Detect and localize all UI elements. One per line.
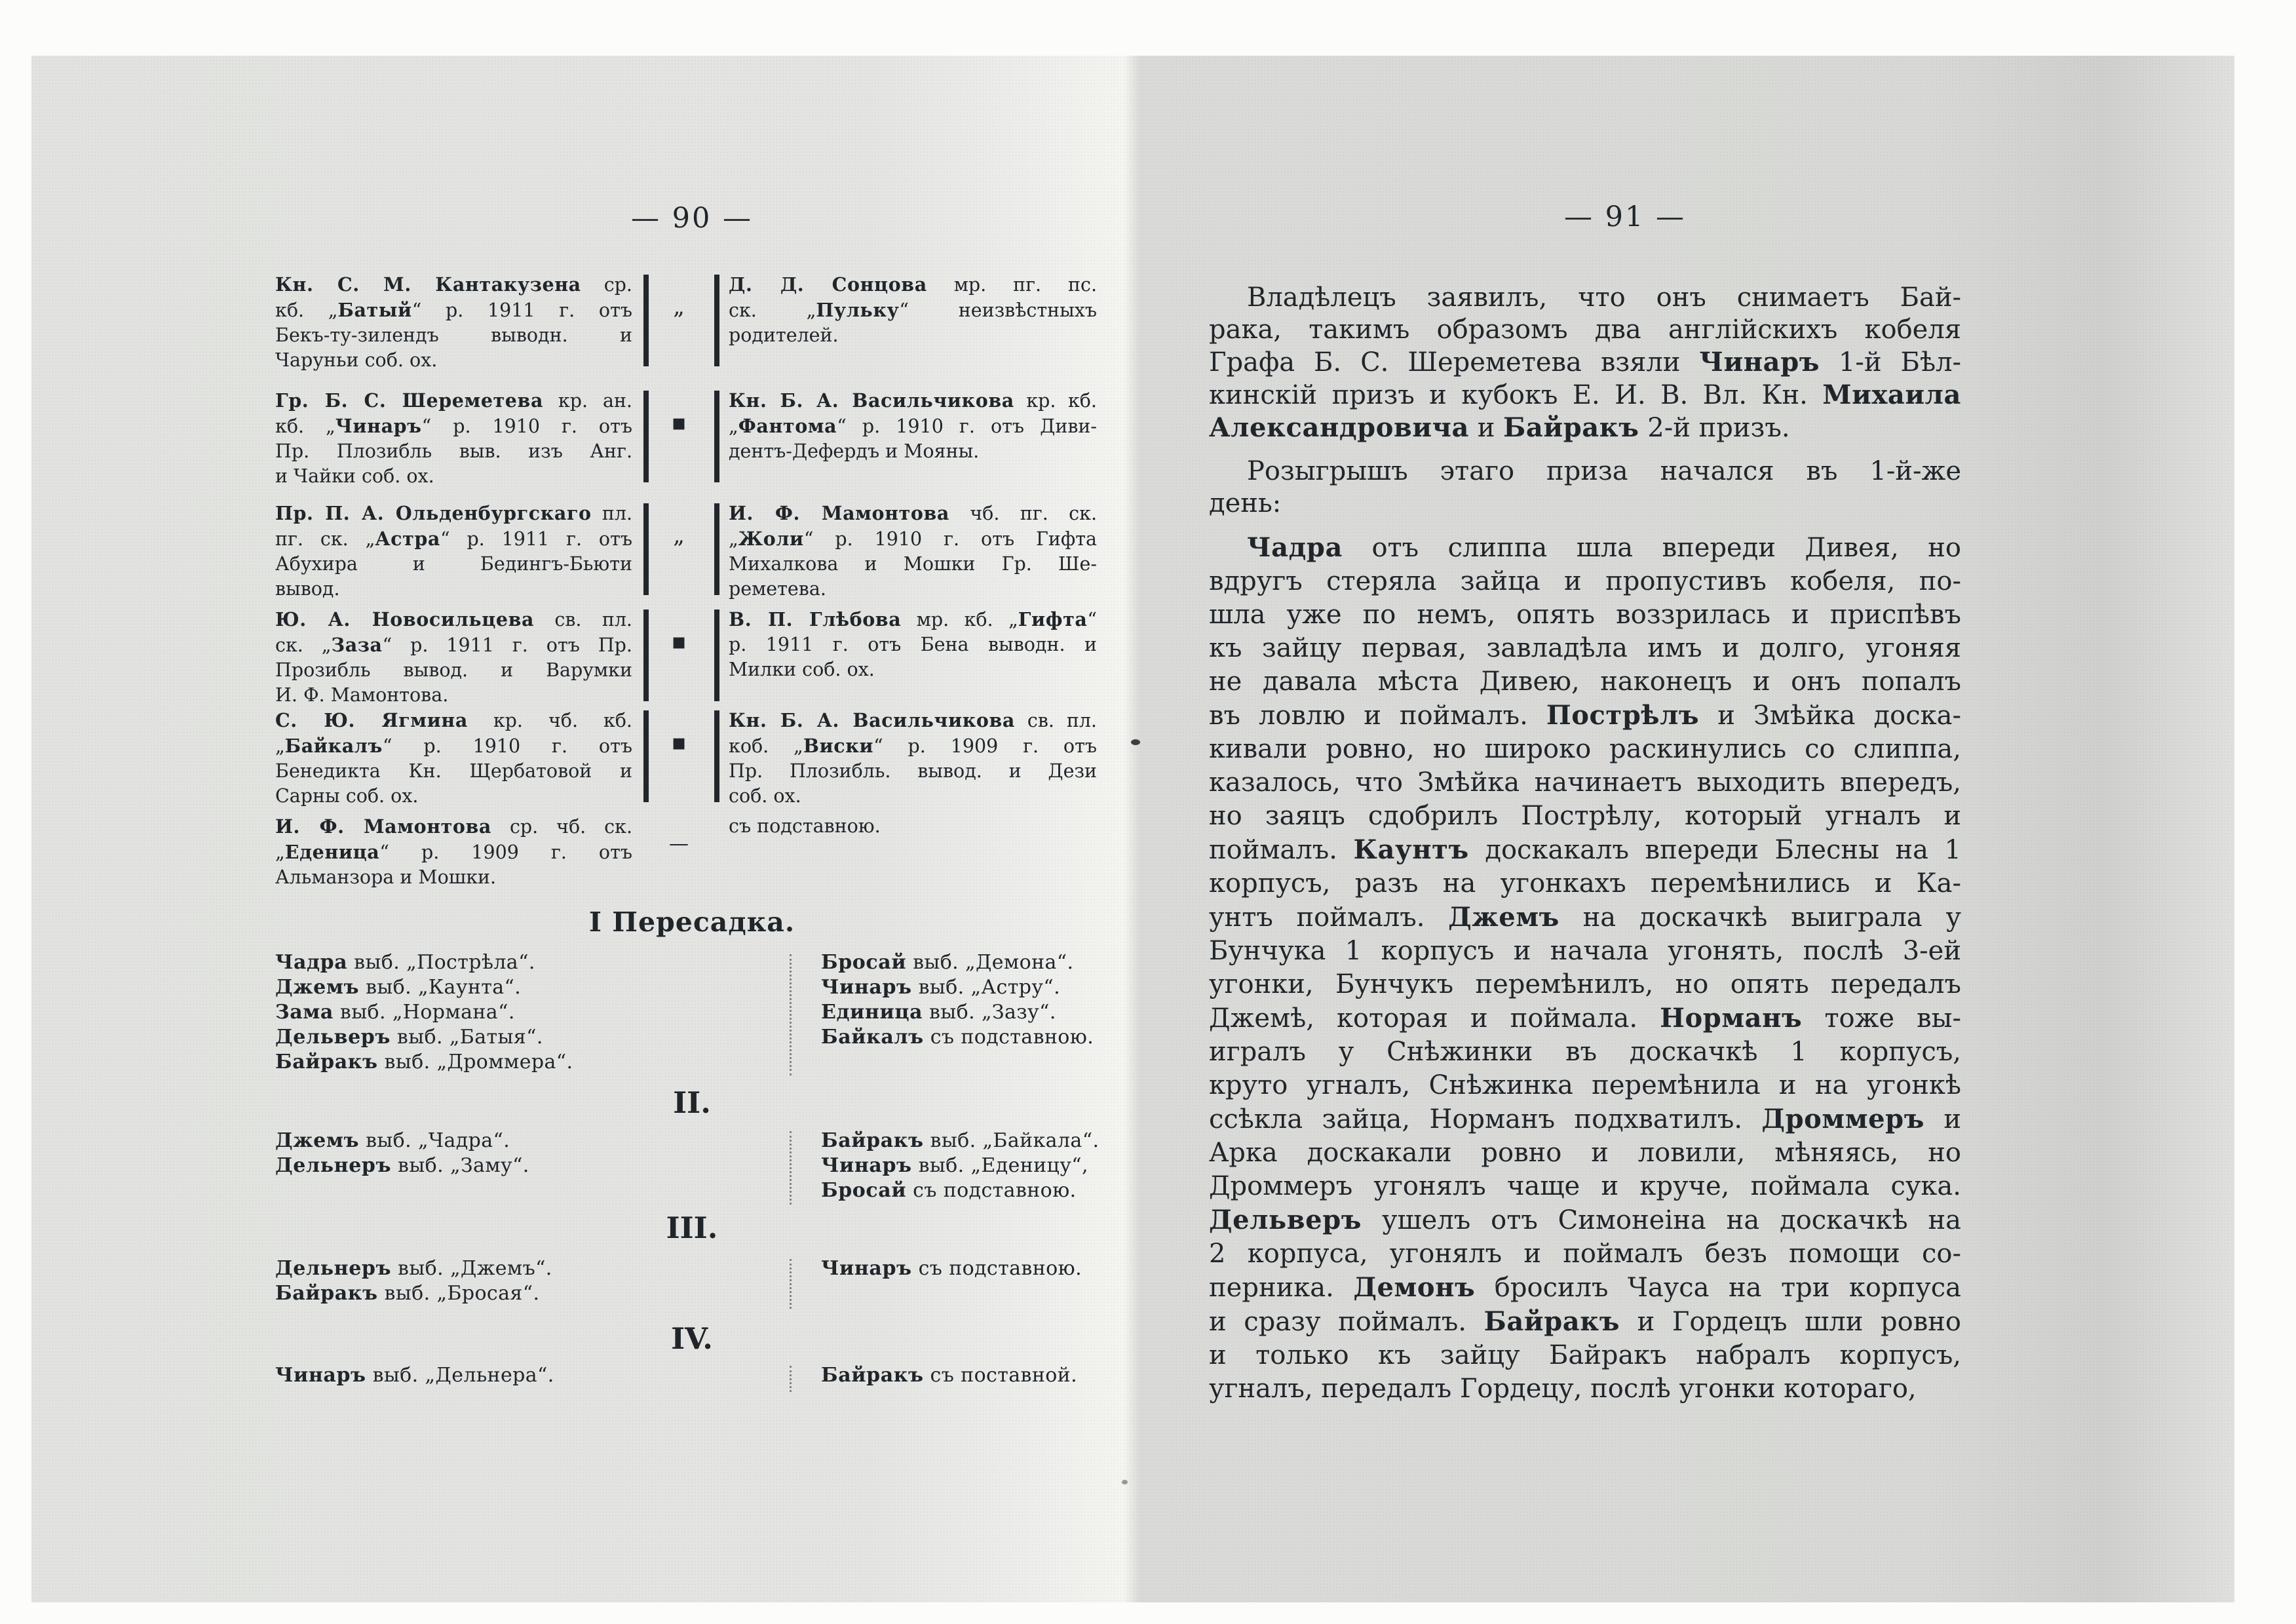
section-heading-3: III. — [666, 1210, 718, 1245]
list-divider — [790, 954, 792, 1075]
text-line: 2 корпуса, угонялъ и поймалъ безъ помощи со- — [1209, 1239, 1961, 1269]
pedigree-row — [275, 272, 1109, 372]
text-line: В. П. Глѣбова мр. кб. „Гифта“ — [729, 608, 1097, 630]
pairing-list-right — [821, 1363, 1188, 1388]
text-line: Бунчука 1 корпусъ и начала угонять, послѣ 3-ей — [1209, 936, 1961, 966]
pedigree-cell-right — [729, 501, 1097, 602]
text-line: коб. „Виски“ р. 1909 г. отъ — [729, 735, 1097, 757]
text-line: Кн. Б. А. Васильчикова св. пл. — [729, 709, 1097, 731]
column-rule — [714, 275, 719, 366]
pairing-list-left — [275, 1256, 642, 1306]
text-line: Бросай выб. „Демона“. — [821, 951, 1074, 974]
text-line: Милки соб. ох. — [729, 659, 875, 680]
column-rule — [643, 275, 649, 366]
text-line: Единица выб. „Зазу“. — [821, 1001, 1056, 1024]
text-line: угонки, Бунчукъ перемѣнилъ, но опять передалъ — [1209, 969, 1961, 999]
text-line: Джемѣ, которая и поймала. Норманъ тоже вы- — [1209, 1003, 1961, 1034]
pairing-list-left — [275, 1129, 642, 1178]
pedigree-row — [275, 388, 1109, 488]
report-paragraph — [1209, 531, 1961, 1406]
text-line: Бросай съ подставною. — [821, 1179, 1077, 1202]
text-line: Дельнеръ выб. „Джемъ“. — [275, 1257, 552, 1280]
text-line: дентъ-Дефердъ и Мояны. — [729, 440, 980, 462]
text-line: круто угналъ, Снѣжинка перемѣнила и на угонкѣ — [1209, 1070, 1961, 1100]
text-line: и только къ зайцу Байракъ набралъ корпусъ, — [1209, 1340, 1961, 1370]
text-line: „Еденица“ р. 1909 г. отъ — [275, 841, 632, 863]
text-line: игралъ у Снѣжинки въ доскачкѣ 1 корпусъ, — [1209, 1037, 1961, 1067]
text-line: И. Ф. Мамонтова. — [275, 684, 449, 706]
text-line: С. Ю. Ягмина кр. чб. кб. — [275, 709, 632, 731]
ditto-marker: ▪ — [671, 410, 687, 436]
text-line: рака, такимъ образомъ два англійскихъ кобеля — [1209, 315, 1961, 345]
text-line: И. Ф. Мамонтова чб. пг. ск. — [729, 502, 1098, 524]
text-line: Пр. П. А. Ольденбургскаго пл. — [275, 502, 632, 524]
text-line: „Фантома“ р. 1910 г. отъ Диви- — [729, 415, 1097, 437]
pedigree-cell-left — [275, 814, 632, 890]
pedigree-row — [275, 501, 1109, 600]
text-line: вывод. — [275, 578, 340, 600]
page-number-90: — 90 — — [630, 202, 754, 235]
section-heading-peresadka-1: I Пересадка. — [588, 906, 795, 938]
text-line: Зама выб. „Нормана“. — [275, 1001, 515, 1024]
text-line: Кн. С. М. Кантакузена ср. — [275, 273, 632, 296]
pairing-list-left — [275, 950, 642, 1075]
text-line: Байкалъ съ подставною. — [821, 1026, 1094, 1049]
pedigree-row — [275, 814, 1109, 889]
text-line: Графа Б. С. Шереметева взяли Чинаръ 1-й Бѣл- — [1209, 347, 1961, 377]
list-divider — [790, 1259, 792, 1309]
text-line: Владѣлецъ заявилъ, что онъ снимаетъ Бай- — [1247, 282, 1961, 313]
text-line: Дельнеръ выб. „Заму“. — [275, 1154, 529, 1177]
text-line: Джемъ выб. „Каунта“. — [275, 976, 522, 999]
report-paragraph — [1209, 455, 1961, 520]
column-rule — [643, 710, 649, 802]
text-line: Пр. Плозибль. вывод. и Дези — [729, 760, 1097, 782]
text-line: Прозибль вывод. и Варумки — [275, 659, 632, 681]
text-line: съ подставною. — [729, 815, 881, 837]
column-rule — [643, 391, 649, 482]
text-line: Бекъ-ту-зилендъ выводн. и — [275, 324, 632, 346]
text-line: Розыгрышъ этаго приза начался въ 1-й-же — [1247, 456, 1961, 486]
report-paragraph — [1209, 282, 1961, 444]
text-line: день: — [1209, 488, 1282, 518]
pedigree-cell-left — [275, 388, 632, 489]
text-line: кивали ровно, но широко раскинулись со слиппа, — [1209, 734, 1961, 764]
text-line: шла уже по немъ, опять воззрилась и приспѣвъ — [1209, 600, 1961, 630]
text-line: Пр. Плозибль выв. изъ Анг. — [275, 440, 632, 462]
text-line: къ зайцу первая, завладѣла имъ и долго, угоняя — [1209, 633, 1961, 663]
pedigree-cell-left — [275, 708, 632, 809]
text-line: поймалъ. Каунтъ доскакалъ впереди Блесны на 1 — [1209, 834, 1961, 865]
pedigree-row — [275, 708, 1109, 807]
pairing-list-left — [275, 1363, 642, 1388]
pedigree-cell-right — [729, 708, 1097, 809]
text-line: Дроммеръ угонялъ чаще и круче, поймала сука. — [1209, 1171, 1961, 1201]
pedigree-cell-right — [729, 388, 1097, 464]
text-line: Чинаръ выб. „Астру“. — [821, 976, 1061, 999]
text-line: Альманзора и Мошки. — [275, 866, 497, 888]
text-line: въ ловлю и поймалъ. Пострѣлъ и Змѣйка доска- — [1209, 700, 1962, 731]
pairing-list-right — [821, 1129, 1188, 1203]
scan-speck — [1131, 739, 1140, 745]
column-rule — [714, 710, 719, 802]
text-line: Дельверъ ушелъ отъ Симонеіна на доскачкѣ на — [1209, 1205, 1961, 1235]
text-line: ск. „Пульку“ неизвѣстныхъ — [729, 299, 1097, 321]
text-line: но заяцъ сдобрилъ Пострѣлу, который угналъ и — [1209, 801, 1961, 831]
list-divider — [790, 1366, 792, 1392]
section-heading-2: II. — [673, 1085, 711, 1120]
list-divider — [790, 1131, 792, 1205]
text-line: Чинаръ съ подставною. — [821, 1257, 1082, 1280]
text-line: Чадра отъ слиппа шла впереди Дивея, но — [1247, 532, 1961, 563]
text-line: соб. ох. — [729, 785, 801, 807]
pedigree-cell-right — [729, 272, 1097, 348]
text-line: пг. ск. „Астра“ р. 1911 г. отъ — [275, 528, 632, 550]
ditto-marker: „ — [673, 294, 685, 320]
ditto-marker: „ — [673, 522, 685, 549]
text-line: Чинаръ выб. „Еденицу“, — [821, 1154, 1088, 1177]
text-line: не давала мѣста Дивею, наконецъ и онъ попалъ — [1209, 667, 1961, 697]
text-line: Байракъ выб. „Бросая“. — [275, 1282, 540, 1305]
text-line: корпусъ, разъ на угонкахъ перемѣнились и Ка- — [1209, 868, 1961, 899]
text-line: кб. „Чинаръ“ р. 1910 г. отъ — [275, 415, 632, 437]
ditto-marker: ▪ — [671, 729, 687, 756]
pedigree-cell-right — [729, 607, 1097, 682]
text-line: казалось, что Змѣйка начинаетъ выходить впередъ, — [1209, 767, 1961, 798]
text-line: Сарны соб. ох. — [275, 785, 419, 807]
text-line: Дельверъ выб. „Батыя“. — [275, 1026, 543, 1049]
text-line: кинскій призъ и кубокъ Е. И. В. Вл. Кн. Михаила — [1209, 379, 1961, 410]
text-line: Михалкова и Мошки Гр. Ше- — [729, 553, 1097, 575]
text-line: родителей. — [729, 324, 839, 346]
text-line: Бенедикта Кн. Щербатовой и — [275, 760, 632, 782]
pedigree-cell-right — [729, 814, 1097, 839]
text-line: Кн. Б. А. Васильчикова кр. кб. — [729, 389, 1097, 412]
pedigree-row — [275, 607, 1109, 706]
text-line: Александровича и Байракъ 2-й призъ. — [1209, 412, 1790, 443]
text-line: Байракъ выб. „Дроммера“. — [275, 1051, 573, 1073]
text-line: Д. Д. Сонцова мр. пг. пс. — [729, 273, 1098, 296]
text-line: реметева. — [729, 578, 826, 600]
column-rule — [643, 503, 649, 595]
text-line: „Жоли“ р. 1910 г. отъ Гифта — [729, 528, 1097, 550]
text-line: Байракъ съ поставной. — [821, 1364, 1078, 1387]
text-line: и Чайки соб. ох. — [275, 465, 434, 487]
pedigree-cell-left — [275, 501, 632, 602]
dash-marker: — — [669, 832, 689, 855]
ditto-marker: ▪ — [671, 628, 687, 655]
text-line: унтъ поймалъ. Джемъ на доскачкѣ выиграла у — [1209, 902, 1961, 933]
text-line: „Байкалъ“ р. 1910 г. отъ — [275, 735, 632, 757]
column-rule — [714, 391, 719, 482]
column-rule — [714, 503, 719, 595]
text-line: Арка доскакали ровно и ловили, мѣняясь, но — [1209, 1138, 1961, 1168]
column-rule — [643, 609, 649, 701]
text-line: ск. „Заза“ р. 1911 г. отъ Пр. — [275, 634, 632, 656]
text-line: и сразу поймалъ. Байракъ и Гордецъ шли ровно — [1209, 1306, 1961, 1337]
text-line: Абухира и Бедингъ-Бьюти — [275, 553, 632, 575]
text-line: кб. „Батый“ р. 1911 г. отъ — [275, 299, 632, 321]
section-heading-4: IV. — [671, 1321, 713, 1356]
text-line: угналъ, передалъ Гордецу, послѣ угонки котораго, — [1209, 1374, 1917, 1404]
text-line: вдругъ стеряла зайца и пропустивъ кобеля, по- — [1209, 566, 1961, 596]
text-line: р. 1911 г. отъ Бена выводн. и — [729, 634, 1097, 655]
scan-speck — [1122, 1480, 1128, 1484]
text-line: ссѣкла зайца, Норманъ подхватилъ. Дроммеръ и — [1209, 1104, 1962, 1134]
text-line: Байракъ выб. „Байкала“. — [821, 1129, 1100, 1152]
pairing-list-right — [821, 950, 1188, 1050]
pairing-list-right — [821, 1256, 1188, 1281]
text-line: Чадра выб. „Пострѣла“. — [275, 951, 535, 974]
text-line: перника. Демонъ бросилъ Чауса на три корпуса — [1209, 1272, 1961, 1303]
page-number-91: — 91 — — [1563, 201, 1687, 233]
pedigree-cell-left — [275, 607, 632, 708]
text-line: Джемъ выб. „Чадра“. — [275, 1129, 510, 1152]
text-line: Чаруньи соб. ох. — [275, 349, 438, 371]
pedigree-cell-left — [275, 272, 632, 373]
column-rule — [714, 609, 719, 701]
text-line: И. Ф. Мамонтова ср. чб. ск. — [275, 815, 633, 838]
text-line: Гр. Б. С. Шереметева кр. ан. — [275, 389, 632, 412]
text-line: Ю. А. Новосильцева св. пл. — [275, 608, 632, 630]
text-line: Чинаръ выб. „Дельнера“. — [275, 1364, 554, 1387]
